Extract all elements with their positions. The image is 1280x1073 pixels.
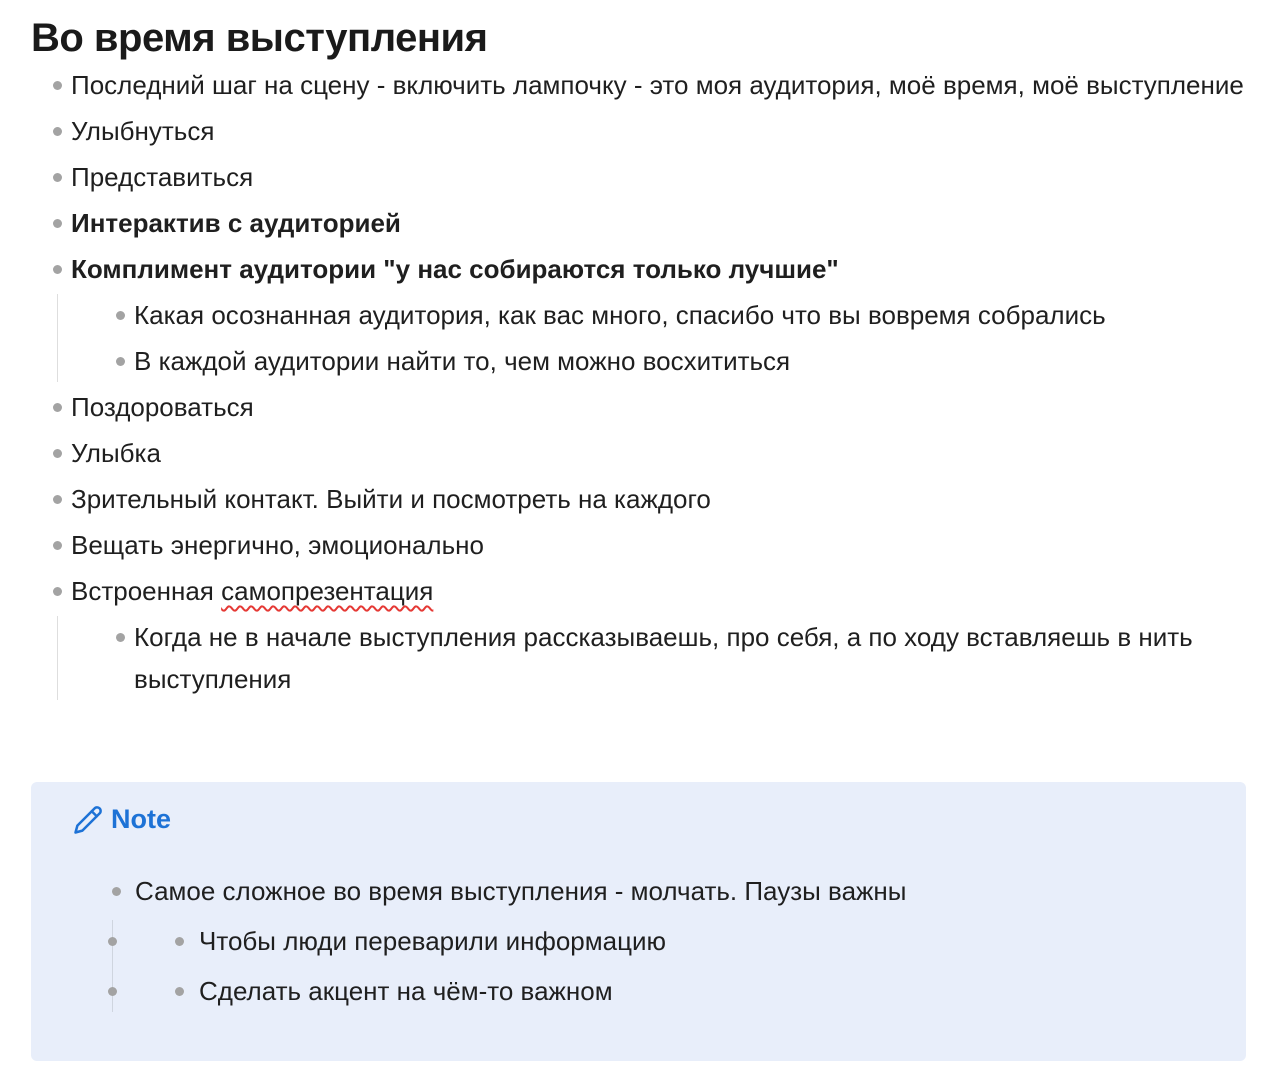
- bullet-dot-icon: [116, 357, 125, 366]
- list-item-text-plain: Встроенная: [71, 576, 222, 606]
- pencil-icon: [73, 805, 103, 835]
- list-item-text: Интерактив с аудиторией: [71, 208, 401, 238]
- note-title: Note: [111, 804, 171, 834]
- bullet-dot-icon: [53, 127, 62, 136]
- list-item[interactable]: [31, 64, 1247, 106]
- list-item-text: Вещать энергично, эмоционально: [71, 530, 484, 560]
- bullet-dot-icon: [116, 311, 125, 320]
- note-list-item[interactable]: [113, 920, 1209, 962]
- list-item-text: Когда не в начале выступления рассказываешь, про себя, а по ходу вставляешь в нить выступления: [134, 622, 1193, 694]
- spellcheck-flagged-word[interactable]: самопрезентация: [221, 576, 434, 606]
- bullet-list: [31, 64, 1247, 704]
- note-item-text: Самое сложное во время выступления - молчать. Паузы важны: [135, 876, 907, 906]
- nested-list: [57, 294, 1247, 382]
- list-item[interactable]: [31, 156, 1247, 198]
- list-item[interactable]: [31, 386, 1247, 428]
- note-callout-header[interactable]: [73, 804, 171, 835]
- list-item-text: Последний шаг на сцену - включить лампочку - это моя аудитория, моё время, моё выступление: [71, 70, 1244, 100]
- list-item[interactable]: [31, 524, 1247, 566]
- list-item-text: Улыбнуться: [71, 116, 215, 146]
- bullet-dot-icon: [175, 987, 184, 996]
- list-item[interactable]: [58, 294, 1247, 336]
- bullet-dot-icon: [112, 887, 121, 896]
- bullet-dot-icon: [53, 403, 62, 412]
- bullet-dot-icon: [53, 541, 62, 550]
- bullet-dot-icon: [53, 173, 62, 182]
- list-item[interactable]: [31, 202, 1247, 244]
- list-item[interactable]: [58, 340, 1247, 382]
- list-item-text: Какая осознанная аудитория, как вас много, спасибо что вы вовремя собрались: [134, 300, 1106, 330]
- list-item-text: Комплимент аудитории "у нас собираются только лучшие": [71, 254, 839, 284]
- list-item[interactable]: [58, 616, 1247, 700]
- bullet-dot-icon: [108, 937, 117, 946]
- list-item[interactable]: [31, 478, 1247, 520]
- list-item-text: Представиться: [71, 162, 254, 192]
- bullet-dot-icon: [53, 449, 62, 458]
- bullet-dot-icon: [108, 987, 117, 996]
- list-item[interactable]: [31, 110, 1247, 152]
- note-list: [109, 870, 1209, 1020]
- list-item-text: [71, 576, 433, 606]
- bullet-dot-icon: [116, 633, 125, 642]
- note-list-item[interactable]: [109, 870, 1209, 912]
- list-item-text: Поздороваться: [71, 392, 254, 422]
- page-title: Во время выступления: [31, 16, 488, 60]
- list-item-text: Зрительный контакт. Выйти и посмотреть на каждого: [71, 484, 711, 514]
- list-item-text: В каждой аудитории найти то, чем можно восхититься: [134, 346, 791, 376]
- note-list-item[interactable]: [113, 970, 1209, 1012]
- list-item-text: Улыбка: [71, 438, 161, 468]
- list-item[interactable]: [31, 248, 1247, 290]
- list-item[interactable]: [31, 570, 1247, 612]
- bullet-dot-icon: [53, 495, 62, 504]
- bullet-dot-icon: [53, 219, 62, 228]
- bullet-dot-icon: [53, 587, 62, 596]
- list-item[interactable]: [31, 432, 1247, 474]
- note-nested-list: [112, 920, 1209, 1012]
- note-callout: [31, 782, 1246, 1061]
- note-item-text: Сделать акцент на чём-то важном: [199, 976, 613, 1006]
- bullet-dot-icon: [53, 265, 62, 274]
- bullet-dot-icon: [53, 81, 62, 90]
- nested-list: [57, 616, 1247, 700]
- note-item-text: Чтобы люди переварили информацию: [199, 926, 667, 956]
- bullet-dot-icon: [175, 937, 184, 946]
